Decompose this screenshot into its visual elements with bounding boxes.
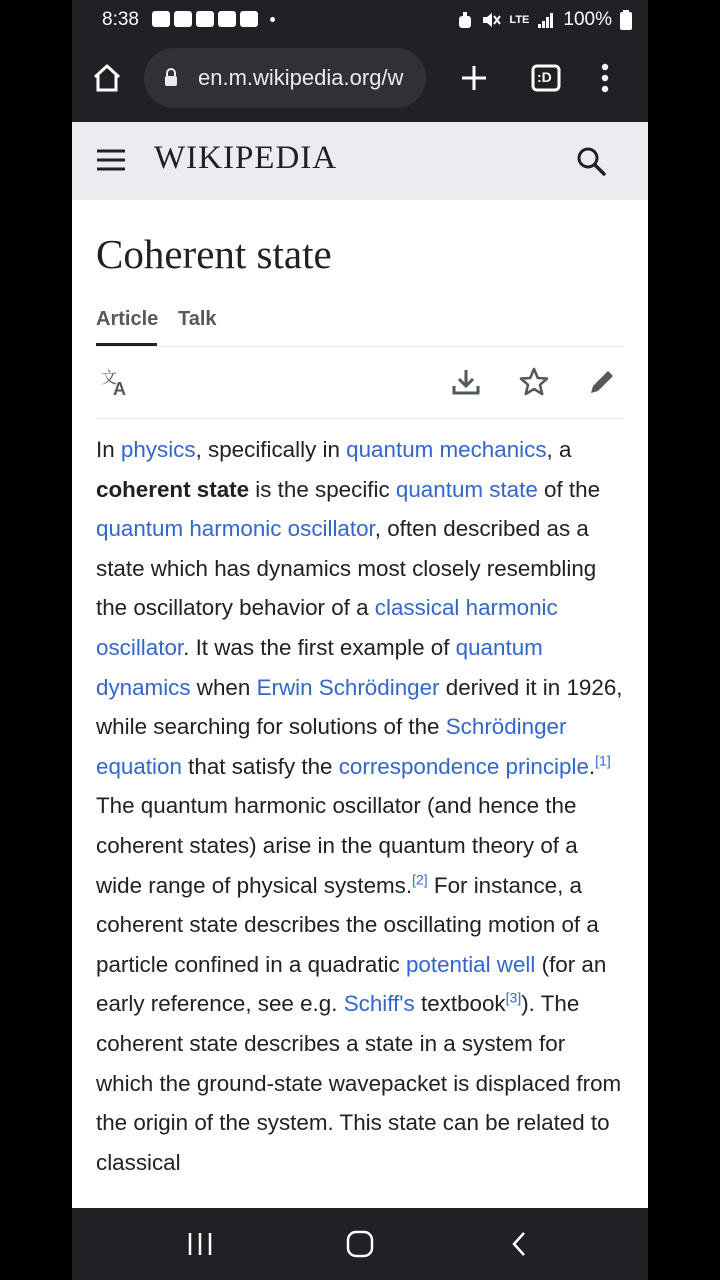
back-icon[interactable] [506,1230,534,1258]
body-text: , specifically in [195,437,347,462]
article-content [96,430,626,1182]
system-navigation-bar [72,1208,648,1280]
tab-article[interactable]: Article [96,308,159,330]
search-icon[interactable] [574,144,608,178]
body-text: when [190,674,257,700]
network-type: LTE [509,13,530,26]
article-link[interactable]: quantum mechanics [346,437,547,462]
browser-toolbar [72,40,648,122]
body-text: textbook [414,991,506,1017]
plus-icon[interactable] [457,61,491,95]
body-text: In [96,437,121,462]
article-link[interactable]: Schrödinger equation [96,714,567,779]
article-link[interactable]: quantum state [395,476,538,502]
pencil-icon[interactable] [586,366,618,398]
body-text: For instance, a coherent state describes the oscillating motion of a particle confined in a quadratic [96,872,599,977]
wikipedia-header [72,122,648,200]
article-link[interactable]: Erwin Schrödinger [256,674,440,700]
page-title: Coherent state [96,231,332,277]
citation[interactable] [412,871,428,887]
body-text: . [588,753,596,779]
article-link[interactable]: quantum dynamics [96,634,543,700]
article-link[interactable]: Schiff's [343,991,415,1017]
body-text: , a [546,437,572,462]
body-text: The quantum harmonic oscillator (and hence the coherent states) arise in the quantum theory of a wide range of physical systems. [96,793,578,898]
youtube-notification-icon [174,11,192,27]
status-right [457,9,632,31]
tab-count: :D [537,69,552,85]
body-text: (for an early reference, see e.g. [96,951,607,1017]
battery-percent: 100% [563,9,612,30]
article-link[interactable]: potential well [405,951,536,977]
page-actions [96,346,624,419]
address-bar[interactable] [144,48,426,108]
body-text: that satisfy the [181,753,339,779]
article-link[interactable]: classical harmonic oscillator [96,595,558,660]
body-text: is the specific [249,476,396,502]
mute-icon [481,11,501,29]
more-vert-icon[interactable] [588,61,622,95]
citation[interactable] [595,752,611,768]
home-icon[interactable] [90,61,124,95]
body-text: of the [537,476,601,502]
download-icon[interactable] [450,366,482,398]
wikipedia-logo[interactable]: WIKIPEDIA [154,140,338,176]
body-text: . It was the first example of [183,634,456,660]
youtube-notification-icon [218,11,236,27]
reference-link[interactable]: [3] [505,989,522,1006]
youtube-notification-icon [196,11,214,27]
hamburger-menu-icon[interactable] [96,148,126,172]
status-time: 8:38 [102,9,139,30]
lock-icon[interactable] [164,68,178,86]
svg-text:A: A [113,379,126,398]
body-text: derived it in 1926, while searching for solutions of the [96,674,623,740]
battery-icon [620,10,632,30]
article-link[interactable]: quantum harmonic oscillator [96,516,375,542]
body-text: , often described as a state which has dynamics most closely resembling the oscillatory behavior of a [96,516,597,621]
tab-talk[interactable]: Talk [178,308,217,330]
reference-link[interactable]: [1] [595,752,611,769]
recent-apps-icon[interactable] [186,1230,214,1258]
citation[interactable] [506,990,522,1006]
notification-icons [152,11,275,27]
alarm-icon [457,11,473,29]
article-link[interactable]: physics [120,437,196,462]
status-bar [72,0,648,40]
body-text: ). The coherent state describes a state in a system for which the ground-state wavepacket is displaced from the origin of the system. This state can be related to classical [96,991,622,1175]
notification-app-icon [152,11,170,27]
bold-term: coherent state [96,476,250,502]
reference-link[interactable]: [2] [412,871,428,888]
svg-text:文: 文 [101,368,118,387]
youtube-notification-icon [240,11,258,27]
article-tabs [96,304,624,347]
tab-switcher-button[interactable] [529,61,563,95]
phone-screen [72,0,648,1280]
signal-icon [537,11,555,29]
more-notifications-dot-icon [270,17,275,22]
language-icon[interactable] [100,366,132,398]
star-icon[interactable] [518,366,550,398]
url-text[interactable]: en.m.wikipedia.org/w [198,65,404,90]
home-nav-icon[interactable] [346,1230,374,1258]
article-link[interactable]: correspondence principle [338,753,589,779]
